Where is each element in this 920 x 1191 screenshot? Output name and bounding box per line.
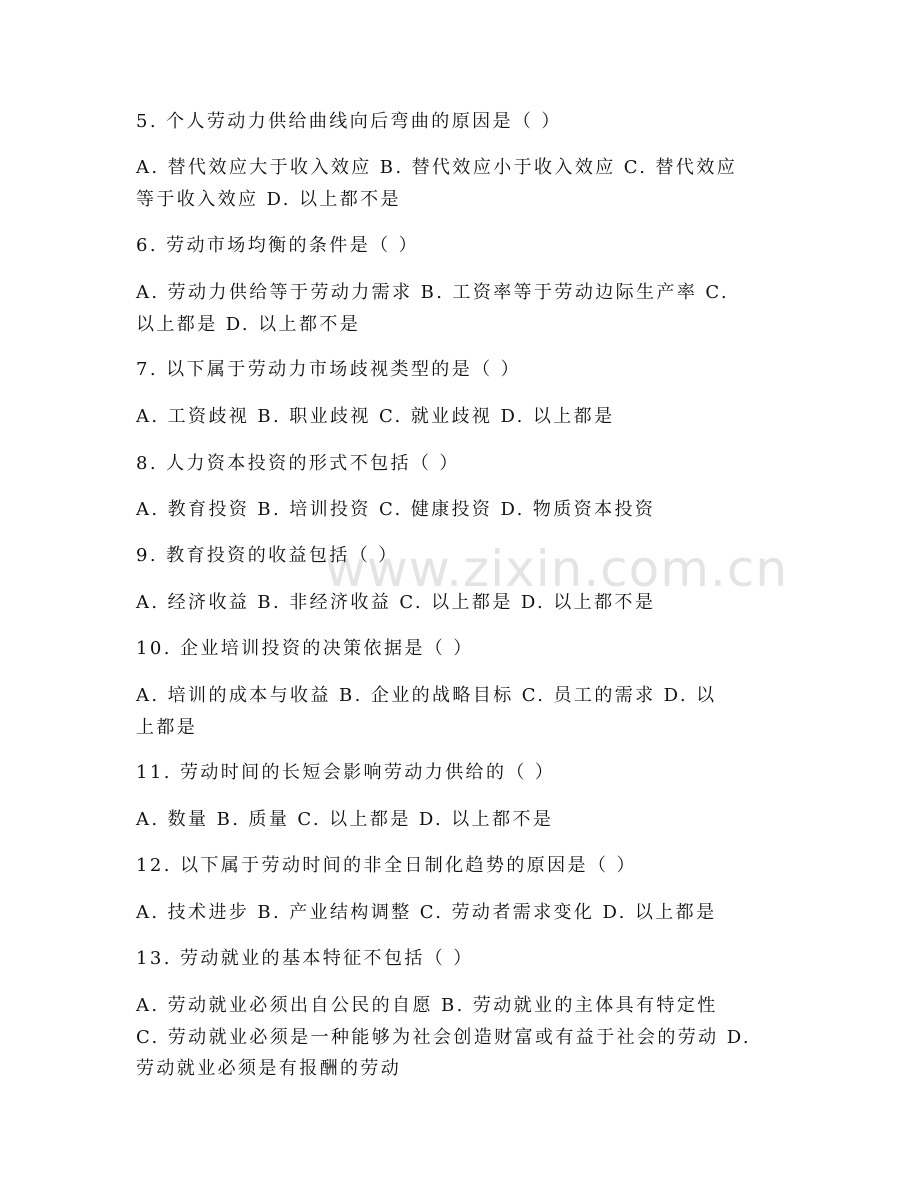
question-13-options-line-1: A. 劳动就业必须出自公民的自愿 B. 劳动就业的主体具有特定性: [136, 995, 718, 1016]
question-8-options: A. 教育投资 B. 培训投资 C. 健康投资 D. 物质资本投资: [136, 499, 656, 520]
question-7-options: A. 工资歧视 B. 职业歧视 C. 就业歧视 D. 以上都是: [136, 406, 615, 427]
question-8-stem: 8. 人力资本投资的形式不包括（ ）: [136, 453, 460, 474]
question-13-options-line-3: 劳动就业必须是有报酬的劳动: [136, 1058, 402, 1079]
question-10-options-line-1: A. 培训的成本与收益 B. 企业的战略目标 C. 员工的需求 D. 以: [136, 685, 717, 706]
question-9-stem: 9. 教育投资的收益包括（ ）: [136, 545, 399, 566]
question-12-options: A. 技术进步 B. 产业结构调整 C. 劳动者需求变化 D. 以上都是: [136, 902, 717, 923]
watermark: www.zixin.com.cn: [325, 540, 789, 598]
question-6-options-line-2: 以上都是 D. 以上都不是: [136, 314, 361, 335]
question-13-stem: 13. 劳动就业的基本特征不包括（ ）: [136, 948, 474, 969]
question-6-stem: 6. 劳动市场均衡的条件是（ ）: [136, 235, 420, 256]
question-12-stem: 12. 以下属于劳动时间的非全日制化趋势的原因是（ ）: [136, 855, 637, 876]
question-10-stem: 10. 企业培训投资的决策依据是（ ）: [136, 638, 474, 659]
question-13-options-line-2: C. 劳动就业必须是一种能够为社会创造财富或有益于社会的劳动 D.: [136, 1027, 752, 1048]
question-5-stem: 5. 个人劳动力供给曲线向后弯曲的原因是（ ）: [136, 111, 562, 132]
question-11-options: A. 数量 B. 质量 C. 以上都是 D. 以上都不是: [136, 809, 554, 830]
question-6-options-line-1: A. 劳动力供给等于劳动力需求 B. 工资率等于劳动边际生产率 C.: [136, 282, 730, 303]
question-11-stem: 11. 劳动时间的长短会影响劳动力供给的（ ）: [136, 762, 556, 783]
question-7-stem: 7. 以下属于劳动力市场歧视类型的是（ ）: [136, 359, 522, 380]
question-5-options-line-1: A. 替代效应大于收入效应 B. 替代效应小于收入效应 C. 替代效应: [136, 157, 738, 178]
question-10-options-line-2: 上都是: [136, 717, 198, 738]
question-9-options: A. 经济收益 B. 非经济收益 C. 以上都是 D. 以上都不是: [136, 592, 656, 613]
question-5-options-line-2: 等于收入效应 D. 以上都不是: [136, 189, 401, 210]
